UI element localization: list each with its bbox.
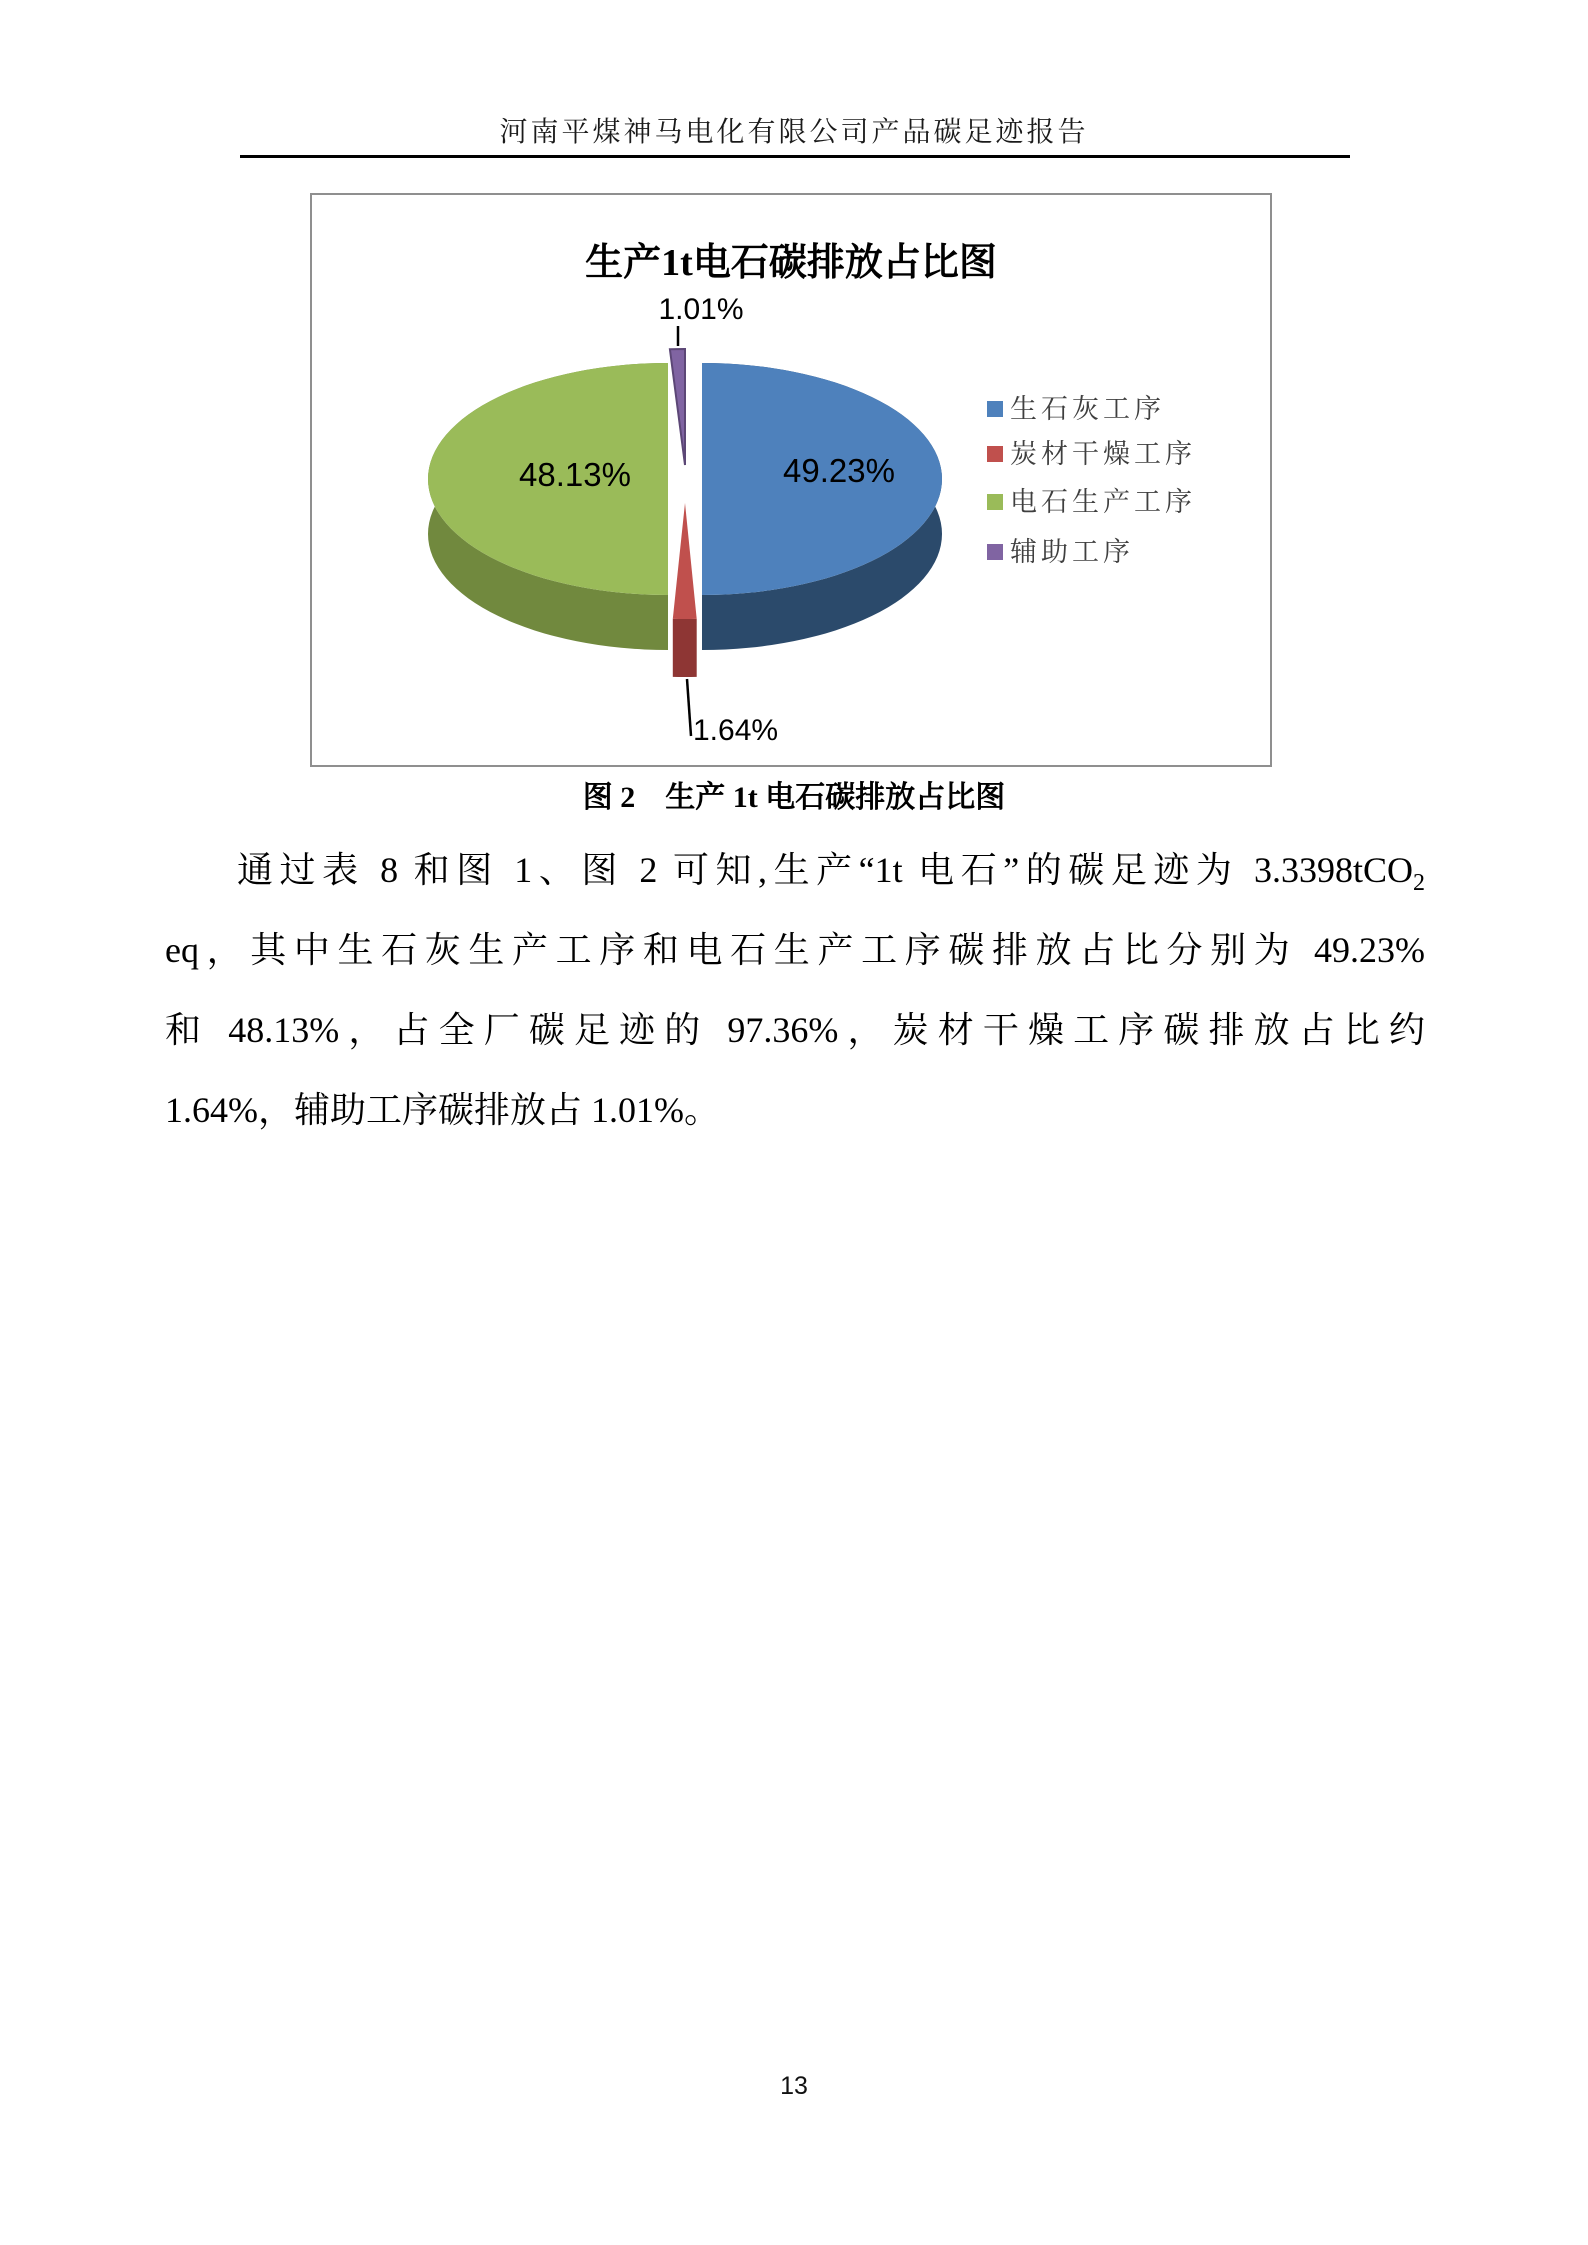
- paragraph-line-text: 和 48.13%，占全厂碳足迹的 97.36%，炭材干燥工序碳排放占比约: [165, 1010, 1425, 1050]
- paragraph-line: [165, 990, 1425, 1070]
- pie-slice-purple: [670, 349, 685, 465]
- legend-swatch-quicklime: [987, 401, 1003, 417]
- pie-chart-svg: [312, 195, 1270, 765]
- page-number: 13: [780, 2072, 808, 2100]
- paragraph-line-text: eq，其中生石灰生产工序和电石生产工序碳排放占比分别为 49.23%: [165, 930, 1425, 970]
- legend-label-charcoal: 炭材干燥工序: [1010, 439, 1196, 469]
- chart-legend: [987, 394, 1196, 567]
- co2-subscript: 2: [1413, 870, 1425, 897]
- legend-swatch-auxiliary: [987, 544, 1003, 560]
- paragraph-line: [165, 830, 1425, 910]
- slice-label-auxiliary: 1.01%: [658, 293, 744, 326]
- slice-label-carbide: 48.13%: [519, 456, 631, 493]
- paragraph-line: [165, 910, 1425, 990]
- legend-label-quicklime: 生石灰工序: [1010, 394, 1165, 424]
- legend-label-carbide: 电石生产工序: [1010, 487, 1196, 517]
- paragraph-line-text: 1.64%，辅助工序碳排放占 1.01%。: [165, 1090, 720, 1130]
- body-paragraph: [165, 830, 1425, 1150]
- pie-slice-red: [673, 503, 697, 619]
- figure-caption: 图 2 生产 1t 电石碳排放占比图: [582, 781, 1006, 814]
- pie-slice-red-side: [673, 619, 697, 677]
- pie-chart-figure: [310, 193, 1272, 767]
- page-header-title: 河南平煤神马电化有限公司产品碳足迹报告: [499, 117, 1089, 148]
- leader-line-red: [687, 679, 691, 736]
- slice-label-quicklime: 49.23%: [783, 452, 895, 489]
- legend-swatch-charcoal: [987, 446, 1003, 462]
- legend-swatch-carbide: [987, 494, 1003, 510]
- header-divider: [240, 155, 1350, 158]
- slice-label-charcoal: 1.64%: [693, 714, 779, 747]
- chart-title: 生产1t电石碳排放占比图: [585, 242, 997, 284]
- paragraph-line: [165, 1070, 1425, 1150]
- legend-label-auxiliary: 辅助工序: [1010, 537, 1134, 567]
- paragraph-line-text: 通过表 8 和图 1、图 2 可知,生产“1t 电石”的碳足迹为 3.3398tCO: [237, 850, 1413, 890]
